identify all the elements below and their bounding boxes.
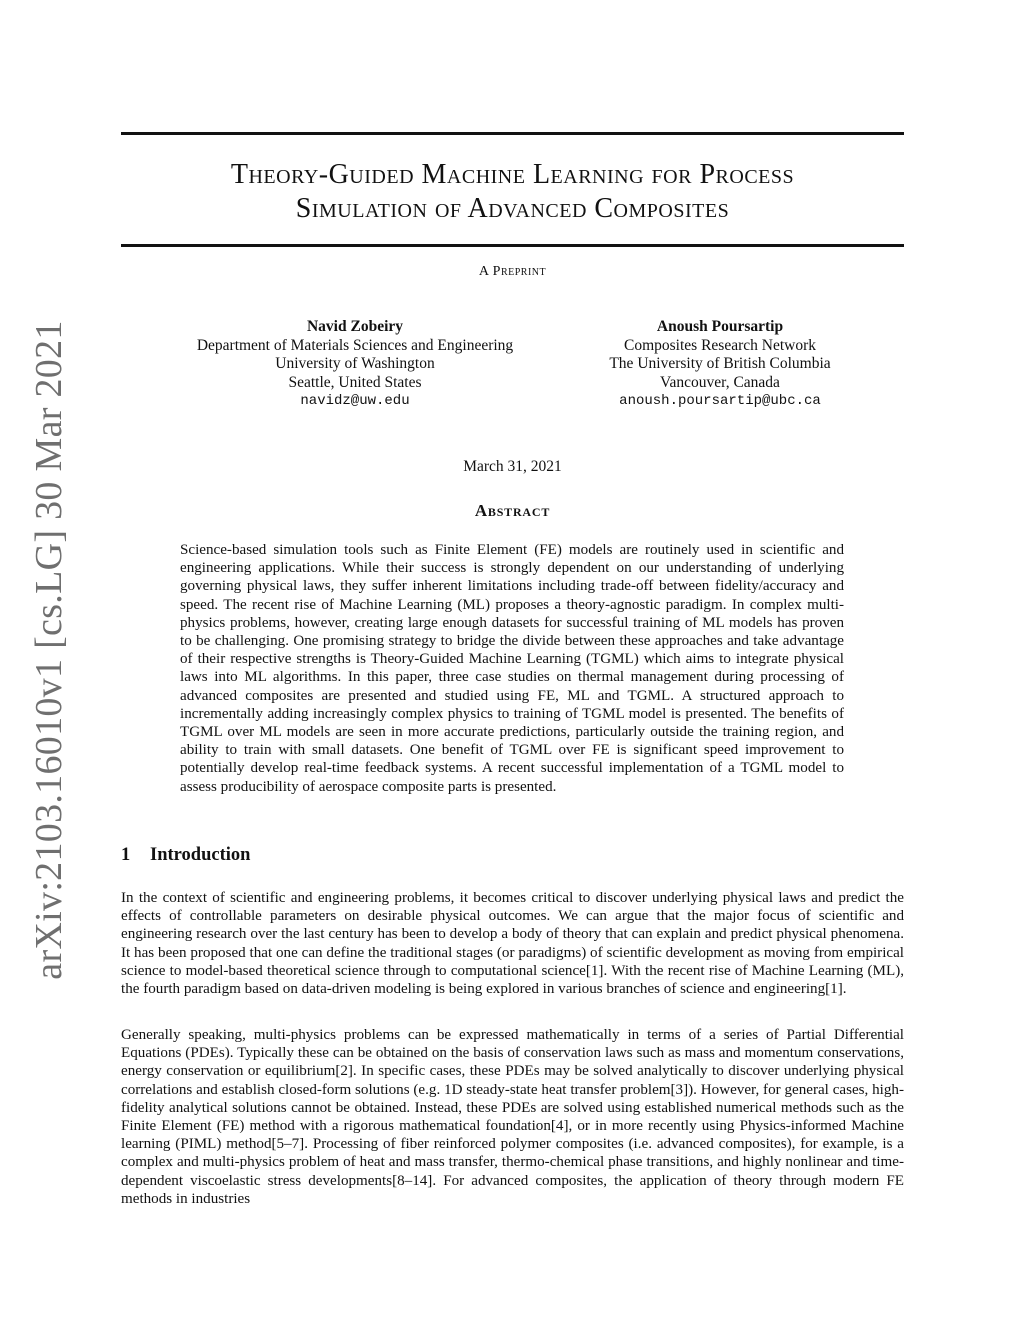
author-block-2 xyxy=(570,318,870,411)
arxiv-identifier[interactable]: arXiv:2103.16010v1 [cs.LG] 30 Mar 2021 xyxy=(28,320,70,980)
preprint-label: A Preprint xyxy=(478,264,547,279)
author-email[interactable]: anoush.poursartip@ubc.ca xyxy=(619,393,821,409)
section-heading-introduction xyxy=(121,845,250,866)
author-block-1 xyxy=(170,318,540,411)
abstract-heading: Abstract xyxy=(474,501,551,520)
author-email[interactable]: navidz@uw.edu xyxy=(300,393,410,409)
body-paragraph-2: Generally speaking, multi-physics problems can be expressed mathematically in terms of a series of Partial Differential Equations (PDEs). Typically these can be obtained on the basis of conservation laws such as mass and momentum conservations, energy conservation or equilibrium[2]. In specific cases, these PDEs may be solved analytically to discover underlying physical correlations and establish closed-form solutions (e.g. 1D steady-state heat transfer problem[3]). However, for general cases, high-fidelity analytical solutions cannot be obtained. Instead, these PDEs are solved using established numerical methods such as the Finite Element (FE) method with a rigorous mathematical foundation[4], or in more recently using Physics-informed Machine learning (PIML) method[5–7]. Processing of fiber reinforced polymer composites (i.e. advanced composites), for example, is a complex and multi-physics problem of heat and mass transfer, thermo-chemical phase transitions, and highly nonlinear and time-dependent viscoelastic stress developments[8–14]. For advanced composites, the application of theory through modern FE methods in industries xyxy=(121,1027,904,1207)
body-paragraph-1: In the context of scientific and engineering problems, it becomes critical to discover underlying physical laws and predict the effects of controllable parameters on desirable physical outcomes. We can argue that the major focus of scientific and engineering research over the last century has been to develop a body of theory that can explain and predict physical phenomena. It has been proposed that one can define the traditional stages (or paradigms) of scientific development as moving from empirical science to model-based theoretical science through to computational science[1]. With the recent rise of Machine Learning (ML), the fourth paradigm based on data-driven modeling is being explored in various branches of science and engineering[1]. xyxy=(121,890,904,998)
author-location: Vancouver, Canada xyxy=(660,373,780,391)
author-name: Anoush Poursartip xyxy=(656,318,784,335)
author-institution: University of Washington xyxy=(275,355,435,372)
paper-title xyxy=(121,158,904,226)
title-line-2: Simulation of Advanced Composites xyxy=(295,193,730,224)
abstract-text: Science-based simulation tools such as Finite Element (FE) models are routinely used in scientific and engineering applications. While their success is strongly dependent on our understanding of underlying governing physical laws, they suffer inherent limitations including trade-off between fidelity/accuracy and speed. The recent rise of Machine Learning (ML) proposes a theory-agnostic paradigm. In complex multi-physics problems, however, creating large enough datasets for successful training of ML models has proven to be challenging. One promising strategy to bridge the divide between these approaches and take advantage of their respective strengths is Theory-Guided Machine Learning (TGML) which aims to integrate physical laws into ML algorithms. In this paper, three case studies on thermal management during processing of advanced composites are presented and studied using FE, ML and TGML. A structured approach to incrementally adding increasingly complex physics to training of TGML model is presented. The benefits of TGML over ML models are seen in more accurate predictions, particularly outside the training region, and ability to train with small datasets. One benefit of TGML over FE is significant speed improvement to potentially develop real-time feedback systems. A recent successful implementation of a TGML model to assess producibility of aerospace composite parts is presented. xyxy=(180,542,844,795)
title-bottom-rule xyxy=(121,244,904,247)
author-name: Navid Zobeiry xyxy=(306,318,404,335)
author-affiliation: Composites Research Network xyxy=(624,336,816,354)
publication-date: March 31, 2021 xyxy=(463,458,562,475)
title-top-rule xyxy=(121,132,904,135)
author-institution: The University of British Columbia xyxy=(609,355,831,372)
author-location: Seattle, United States xyxy=(288,373,422,391)
section-title: Introduction xyxy=(150,845,251,865)
title-line-1: Theory-Guided Machine Learning for Process xyxy=(230,159,795,190)
author-affiliation: Department of Materials Sciences and Engineering xyxy=(196,336,514,354)
section-number: 1 xyxy=(121,845,131,865)
